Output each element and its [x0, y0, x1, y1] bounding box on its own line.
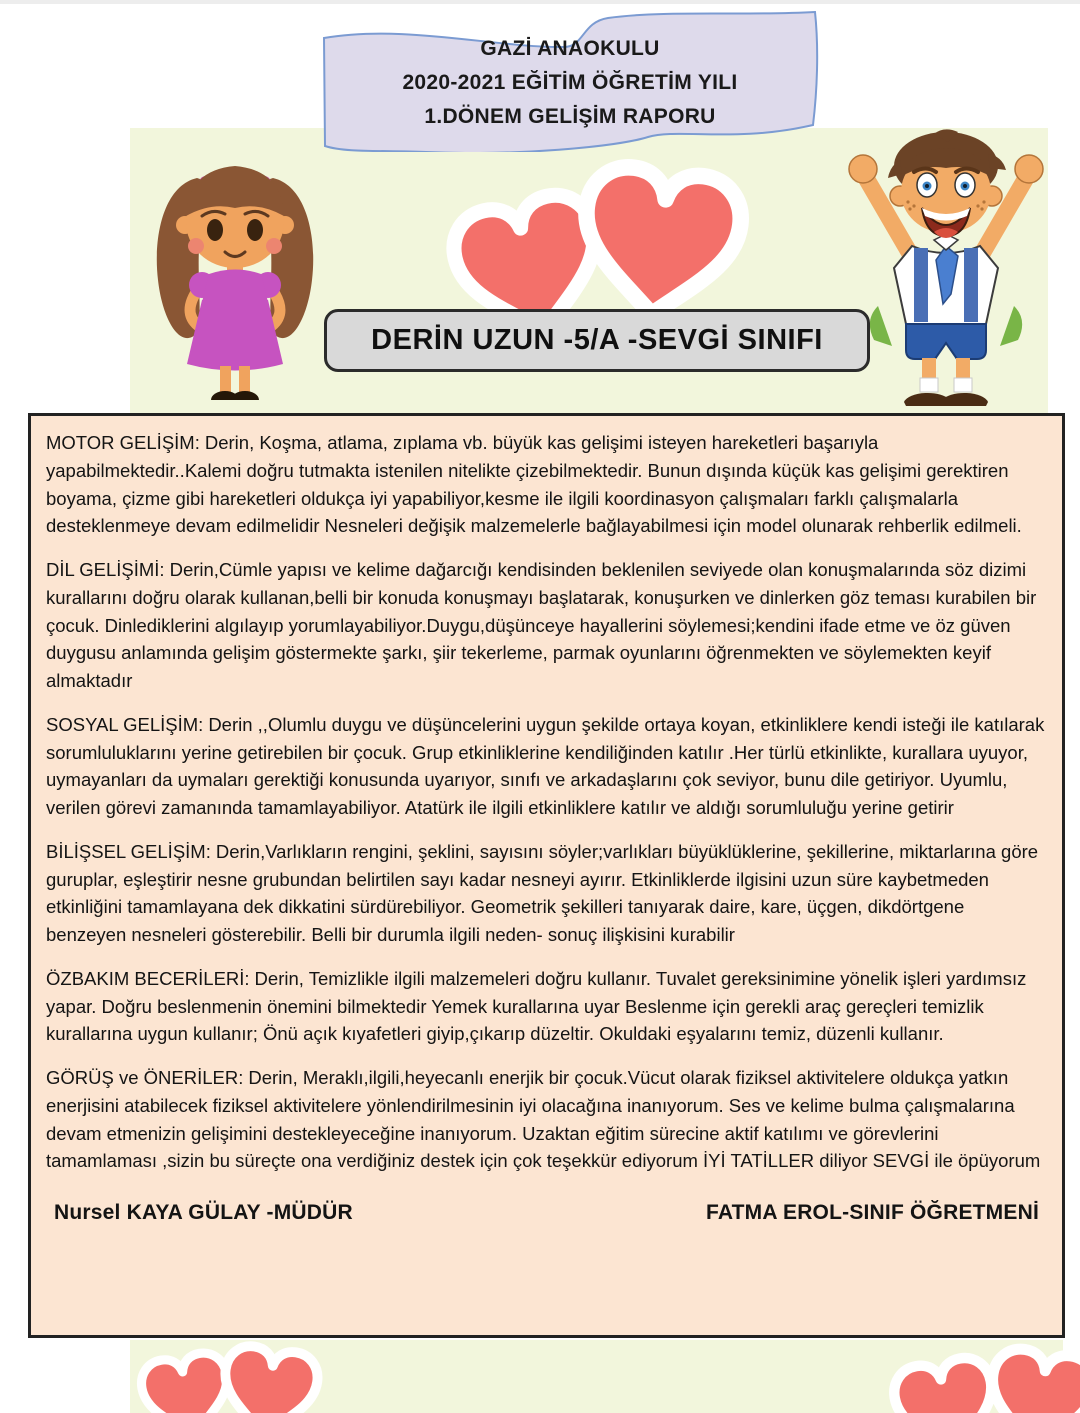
section-text: Derin,Varlıkların rengini, şeklini, sayısını söyler;varlıkları büyüklüklerine, şekillerine, miktarlarına göre guruplar, eşleştirir nesne grubundan belirtilen sayı kadar nesneyi ayırır. Etkinliklerde ilgisini uzun süre kaybetmeden etkinliğini tamamlayana dek dikkatini sürdürebiliyor. Geometrik şekilleri tanıyarak daire, kare, üçgen, dikdörtgene benzeyen nesneleri gösterebilir. Belli bir durumla ilgili neden- sonuç ilişkisini kurabilir [46, 840, 1039, 945]
student-name-plate [324, 309, 870, 372]
section-title: MOTOR GELİŞİM: [46, 432, 200, 453]
section-motor-gelisim [46, 429, 1047, 540]
section-title: ÖZBAKIM BECERİLERİ: [46, 967, 250, 989]
section-title: GÖRÜŞ ve ÖNERİLER: [46, 1067, 244, 1088]
section-sosyal-gelisim [46, 711, 1047, 822]
section-title: SOSYAL GELİŞİM: [46, 713, 204, 735]
student-name-label: DERİN UZUN -5/A -SEVGİ SINIFI [371, 324, 823, 356]
double-hearts-icon [136, 1341, 336, 1413]
double-hearts-icon [888, 1343, 1080, 1413]
boy-student-icon [838, 116, 1054, 414]
top-divider [0, 0, 1080, 4]
section-text: Derin, Meraklı,ilgili,heyecanlı enerjik bir çocuk.Vücut olarak fiziksel aktivitelere oldukça yatkın enerjisini atabilecek fiziksel aktivitelere yönlendirilmesinin iyi olacağına inanıyorum. Ses ve kelime bulma çalışmalarına devam etmenizin gelişimini destekleyeceğine inanıyorum. Uzaktan eğitim sürecine aktif katılımı ve görevlerini tamamlaması ,sizin bu süreçte ona verdiğiniz destek için çok teşekkür ediyorum İYİ TATİLLER diliyor SEVGİ ile öpüyorum [46, 1067, 1041, 1172]
section-text: Derin,Cümle yapısı ve kelime dağarcığı kendisinden beklenilen seviyede olan konuşmalarında söz dizimi kurallarını doğru olarak kullanan,belli bir konuda konuşmayı başlatarak, konuşurken ve dinlerken göz teması kurabilen bir çocuk. Dinlediklerini algılayıp yorumlayabiliyor.Duygu,düşünceye hayallerini söylemesi;kendini ifade etme ve öz güven duygusu anlamında gelişim göstermekte şarkı, şiir tekerleme, parmak oyunlarını öğrenmekten ve söylemekten keyif almaktadır [46, 559, 1037, 691]
boy-illustration [838, 116, 1054, 414]
girl-illustration [135, 128, 335, 418]
girl-student-icon [135, 128, 335, 412]
report-title: 1.DÖNEM GELİŞİM RAPORU [424, 105, 716, 128]
section-title: DİL GELİŞİMİ: [46, 559, 165, 580]
section-text: Derin, Koşma, atlama, zıplama vb. büyük kas gelişimi isteyen hareketleri başarıyla yapabilmektedir..Kalemi doğru tutmakta istenilen nitelikte çizebilmektedir. Bunun dışında küçük kas gelişimi gerektiren boyama, çizme gibi hareketleri oldukça iyi yapabiliyor,kesme ile ilgili koordinasyon çalışmaları farklı çalışmalarla desteklenmeye devam edilmelidir Nesneleri değişik malzemelerle bağlayabilmesi için model olunarak rehberlik edilmeli. [46, 432, 1022, 537]
school-year: 2020-2021 EĞİTİM ÖĞRETİM YILI [402, 71, 738, 94]
section-gorus-oneriler [46, 1064, 1047, 1175]
heart-icon [973, 1335, 1080, 1413]
signature-teacher: FATMA EROL-SINIF ÖĞRETMENİ [705, 1201, 1039, 1224]
signature-row [46, 1201, 1047, 1225]
report-panel [28, 413, 1065, 1338]
title-ribbon [316, 6, 824, 152]
section-bilissel-gelisim [46, 838, 1047, 949]
section-text: Derin, Temizlikle ilgili malzemeleri doğru kullanır. Tuvalet gereksinimine yönelik işleri yardımsız yapar. Doğru beslenmenin önemini bilmektedir Yemek kurallarına uyar Beslenme için gerekli araç gereçleri temizlik kurallarına uygun kullanır; Önü açık kıyafetleri giyip,çıkarıp düzeltir. Okuldaki eşyalarını temiz, düzenli kullanır. [46, 967, 1027, 1045]
school-name: GAZİ ANAOKULU [480, 37, 660, 60]
banner-text [316, 32, 824, 134]
section-dil-gelisimi [46, 556, 1047, 695]
heart-icon [207, 1334, 330, 1413]
section-title: BİLİŞSEL GELİŞİM: [46, 840, 211, 862]
section-ozbakim-becerileri [46, 965, 1047, 1048]
signature-principal: Nursel KAYA GÜLAY -MÜDÜR [54, 1201, 353, 1224]
section-text: Derin ,,Olumlu duygu ve düşüncelerini uygun şekilde ortaya koyan, etkinliklere kendi isteği ile katılarak sorumluluklarını yerine getirebilen bir çocuk. Grup etkinliklerine kendiliğinden katılır .Her türlü etkinlikte, kurallara uyuyor, uymayanları da uymaları gerektiği konusunda uyarıyor, sınıfı ve arkadaşlarını çok seviyor, bunu dile getiriyor. Uyumlu, verilen görevi zamanında tamamlayabiliyor. Atatürk ile ilgili etkinliklere katılır ve aldığı sorumluluğu yerine getirir [46, 713, 1045, 818]
